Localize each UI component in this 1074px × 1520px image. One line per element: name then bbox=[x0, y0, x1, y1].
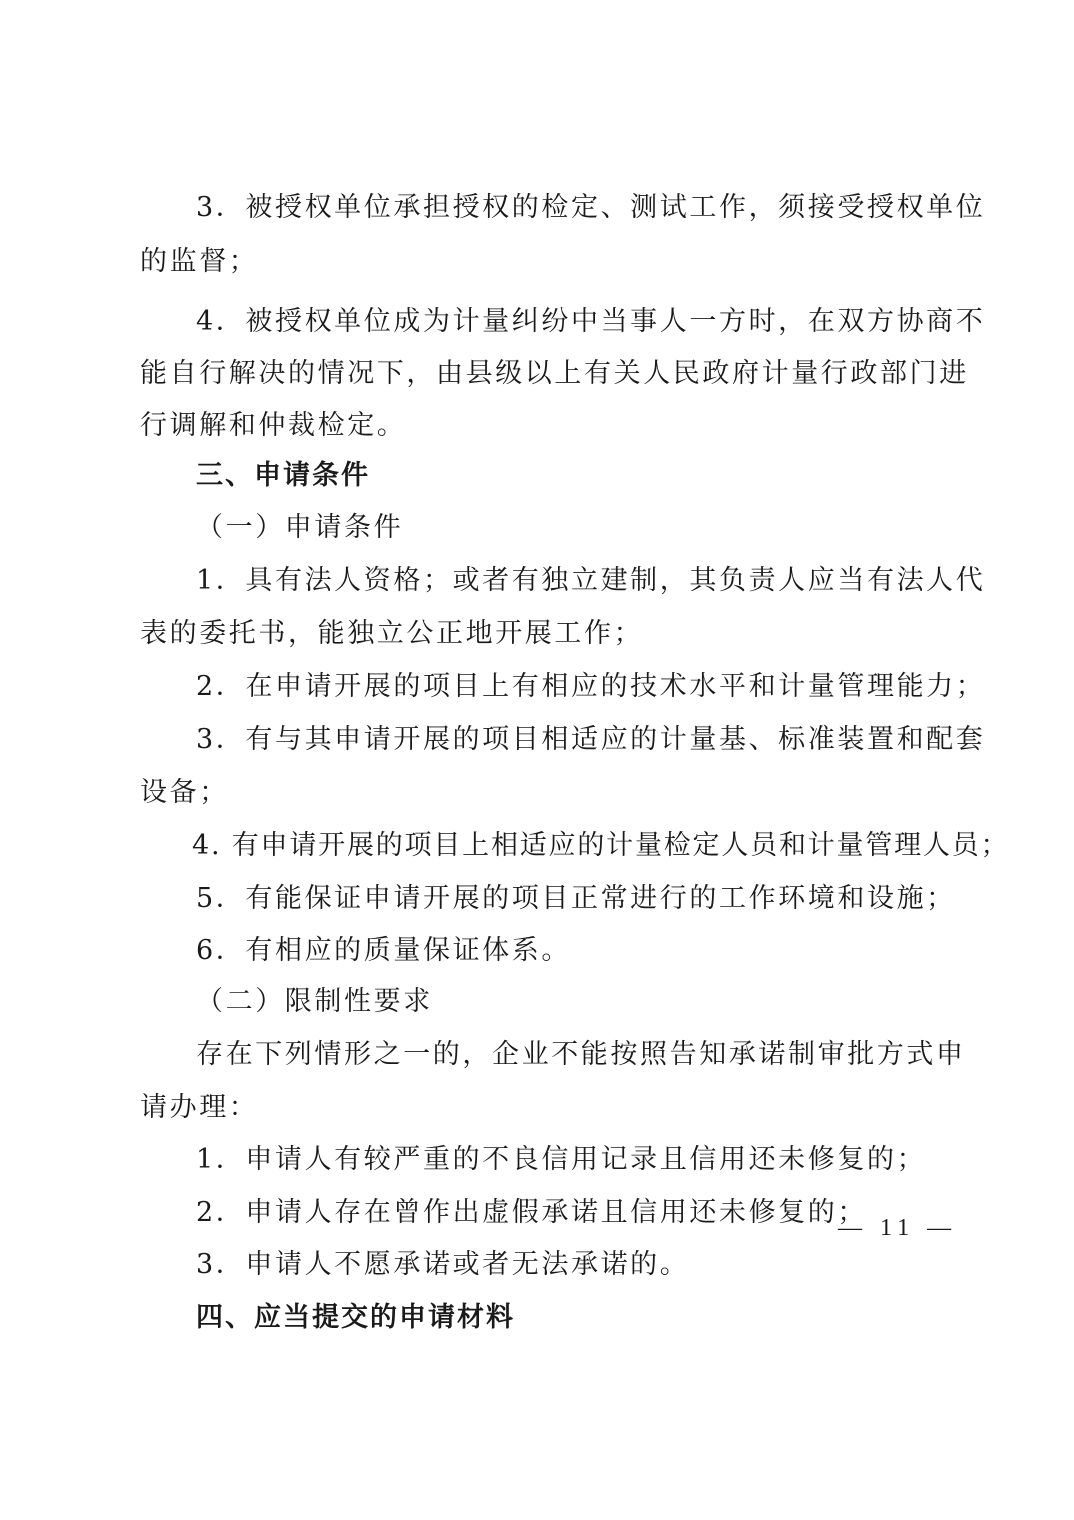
paragraph-line: 3．被授权单位承担授权的检定、测试工作，须接受授权单位 bbox=[196, 192, 986, 223]
paragraph-line: 行调解和仲裁检定。 bbox=[140, 410, 407, 441]
paragraph-line: 3．有与其申请开展的项目相适应的计量基、标准装置和配套 bbox=[196, 724, 986, 755]
section-heading: 三、申请条件 bbox=[196, 460, 370, 491]
paragraph-line: 请办理： bbox=[140, 1092, 259, 1123]
paragraph-line: 3．申请人不愿承诺或者无法承诺的。 bbox=[196, 1249, 690, 1280]
paragraph-line: 5．有能保证申请开展的项目正常进行的工作环境和设施； bbox=[196, 883, 956, 914]
subsection-heading: （一）申请条件 bbox=[196, 512, 404, 543]
paragraph-line: 2．在申请开展的项目上有相应的技术水平和计量管理能力； bbox=[196, 671, 986, 702]
paragraph-line: 1．申请人有较严重的不良信用记录且信用还未修复的； bbox=[196, 1144, 927, 1175]
paragraph-line: 4．被授权单位成为计量纠纷中当事人一方时，在双方协商不 bbox=[196, 306, 986, 337]
paragraph-line: 2．申请人存在曾作出虚假承诺且信用还未修复的； bbox=[196, 1197, 867, 1228]
paragraph-line: 的监督； bbox=[140, 246, 259, 277]
paragraph-line: 存在下列情形之一的，企业不能按照告知承诺制审批方式申 bbox=[196, 1039, 966, 1070]
paragraph-line: 6．有相应的质量保证体系。 bbox=[196, 935, 571, 966]
paragraph-line: 能自行解决的情况下，由县级以上有关人民政府计量行政部门进 bbox=[140, 358, 969, 389]
paragraph-line: 1．具有法人资格；或者有独立建制，其负责人应当有法人代 bbox=[196, 565, 986, 596]
subsection-heading: （二）限制性要求 bbox=[196, 986, 433, 1017]
page-number: — 11 — bbox=[838, 1215, 958, 1241]
paragraph-line: 设备； bbox=[140, 777, 229, 808]
section-heading: 四、应当提交的申请材料 bbox=[196, 1302, 515, 1333]
paragraph-line: 4. 有申请开展的项目上相适应的计量检定人员和计量管理人员； bbox=[192, 830, 1010, 861]
paragraph-line: 表的委托书，能独立公正地开展工作； bbox=[140, 618, 644, 649]
